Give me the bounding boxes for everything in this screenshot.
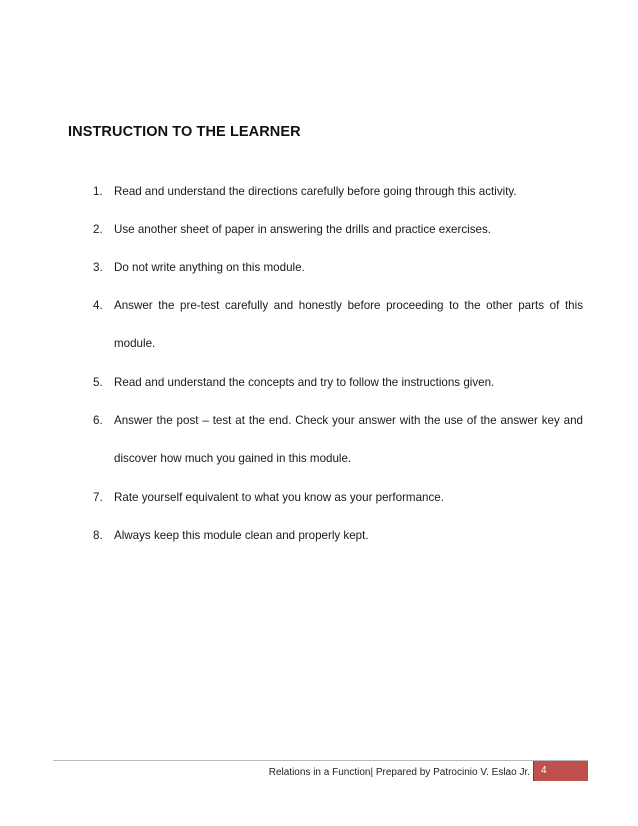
list-item-number: 2.: [93, 223, 103, 236]
section-heading: INSTRUCTION TO THE LEARNER: [68, 124, 301, 140]
list-item: [93, 489, 583, 506]
list-item-number: 1.: [93, 185, 103, 198]
list-item-text: Always keep this module clean and properly kept.: [114, 529, 369, 542]
footer-text: Relations in a Function| Prepared by Patrocinio V. Eslao Jr.: [268, 767, 530, 778]
list-item-text: Do not write anything on this module.: [114, 261, 305, 274]
list-item-text: Read and understand the concepts and try to follow the instructions given.: [114, 376, 495, 389]
list-item: [93, 297, 583, 353]
list-item-text: Use another sheet of paper in answering the drills and practice exercises.: [114, 223, 492, 236]
list-item-number: 4.: [93, 299, 103, 312]
list-item-number: 8.: [93, 529, 103, 542]
page-number-badge: [533, 761, 588, 781]
list-item-number: 6.: [93, 414, 103, 427]
list-item: [93, 221, 583, 238]
list-item: [93, 183, 583, 200]
instruction-list: [93, 183, 583, 565]
list-item-number: 5.: [93, 376, 103, 389]
footer-divider: [53, 760, 588, 761]
list-item-number: 7.: [93, 491, 103, 504]
list-item-text: Answer the pre-test carefully and honestly before proceeding to the other parts of this module.: [114, 299, 583, 350]
list-item: [93, 374, 583, 391]
list-item-number: 3.: [93, 261, 103, 274]
list-item-text: Read and understand the directions carefully before going through this activity.: [114, 185, 517, 198]
list-item: [93, 412, 583, 468]
page-number: 4: [541, 765, 547, 776]
list-item: [93, 259, 583, 276]
list-item-text: Rate yourself equivalent to what you know as your performance.: [114, 491, 444, 504]
list-item-text: Answer the post – test at the end. Check your answer with the use of the answer key and discover how much you gained in this module.: [114, 414, 583, 465]
list-item: [93, 527, 583, 544]
